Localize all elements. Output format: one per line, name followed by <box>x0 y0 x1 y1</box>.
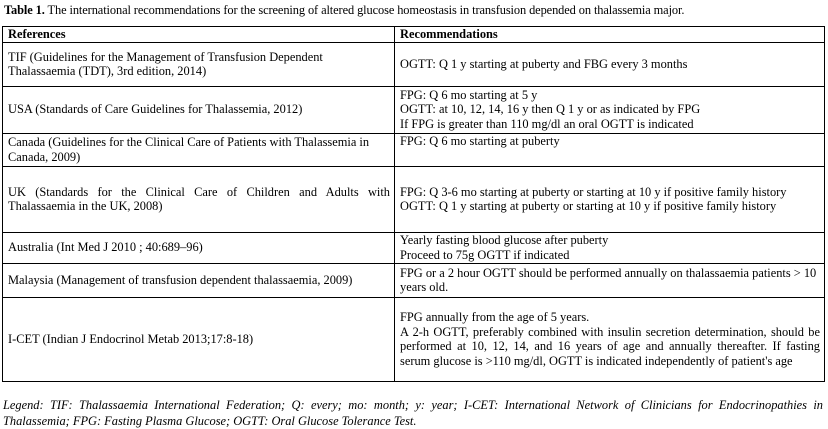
recommendation-line: A 2-h OGTT, preferably combined with insulin secretion determination, should be performed at 10, 12, 14, and 16 years of age and annually thereafter. If fasting serum glucose is >110 mg/dl, OGTT is indicated independently of patient's age <box>400 324 820 368</box>
recommendation-cell <box>395 297 825 381</box>
recommendation-line: FPG: Q 6 mo starting at puberty <box>400 133 560 148</box>
recommendation-line: OGTT: at 10, 12, 14, 16 y then Q 1 y or as indicated by FPG <box>400 102 701 117</box>
recommendation-cell <box>395 263 825 297</box>
reference-cell: Canada (Guidelines for the Clinical Care of Patients with Thalassemia in Canada, 2009) <box>3 133 395 166</box>
table-row <box>3 263 825 297</box>
reference-cell: TIF (Guidelines for the Management of Transfusion Dependent Thalassaemia (TDT), 3rd edition, 2014) <box>3 42 395 86</box>
recommendation-line: FPG or a 2 hour OGTT should be performed annually on thalassaemia patients > 10 years old. <box>400 265 817 295</box>
recommendation-cell <box>395 42 825 86</box>
reference-cell: USA (Standards of Care Guidelines for Thalassemia, 2012) <box>3 86 395 133</box>
recommendation-line: OGTT: Q 1 y starting at puberty or starting at 10 y if positive family history <box>400 199 777 214</box>
table-row <box>3 86 825 133</box>
header-recommendations: Recommendations <box>395 27 825 43</box>
caption-text: The international recommendations for the screening of altered glucose homeostasis in transfusion depended on thalassemia major. <box>47 3 685 17</box>
reference-cell: Malaysia (Management of transfusion dependent thalassaemia, 2009) <box>3 263 395 297</box>
table-row <box>3 133 825 166</box>
table-row <box>3 166 825 232</box>
recommendation-line: FPG annually from the age of 5 years. <box>400 309 590 324</box>
reference-cell: Australia (Int Med J 2010 ; 40:689–96) <box>3 232 395 263</box>
reference-cell: I-CET (Indian J Endocrinol Metab 2013;17:8-18) <box>3 297 395 381</box>
recommendation-cell <box>395 166 825 232</box>
caption-label: Table 1. <box>4 3 45 17</box>
table-row <box>3 232 825 263</box>
recommendations-table <box>2 26 825 382</box>
recommendation-line: Yearly fasting blood glucose after puberty <box>400 233 609 247</box>
recommendation-cell <box>395 133 825 166</box>
reference-cell: UK (Standards for the Clinical Care of Children and Adults with Thalassaemia in the UK, 2008) <box>3 166 395 232</box>
recommendation-cell <box>395 232 825 263</box>
table-row <box>3 42 825 86</box>
recommendation-line: FPG: Q 6 mo starting at 5 y <box>400 87 538 102</box>
recommendation-cell <box>395 86 825 133</box>
table-header-row <box>3 27 825 43</box>
recommendation-line: If FPG is greater than 110 mg/dl an oral OGTT is indicated <box>400 116 694 131</box>
table-legend: Legend: TIF: Thalassaemia International Federation; Q: every; mo: month; y: year; I-CET: International Network of Clinicians for Endocrinopathies in Thalassemia; FPG: Fasting Plasma Glucose; OGTT: Oral Glucose Tolerance Test. <box>3 398 823 428</box>
recommendation-line: FPG: Q 3-6 mo starting at puberty or starting at 10 y if positive family history <box>400 184 787 199</box>
table-caption <box>4 3 826 18</box>
recommendation-line: Proceed to 75g OGTT if indicated <box>400 247 570 262</box>
header-references: References <box>3 27 395 43</box>
table-row <box>3 297 825 381</box>
recommendation-line: OGTT: Q 1 y starting at puberty and FBG every 3 months <box>400 56 688 71</box>
